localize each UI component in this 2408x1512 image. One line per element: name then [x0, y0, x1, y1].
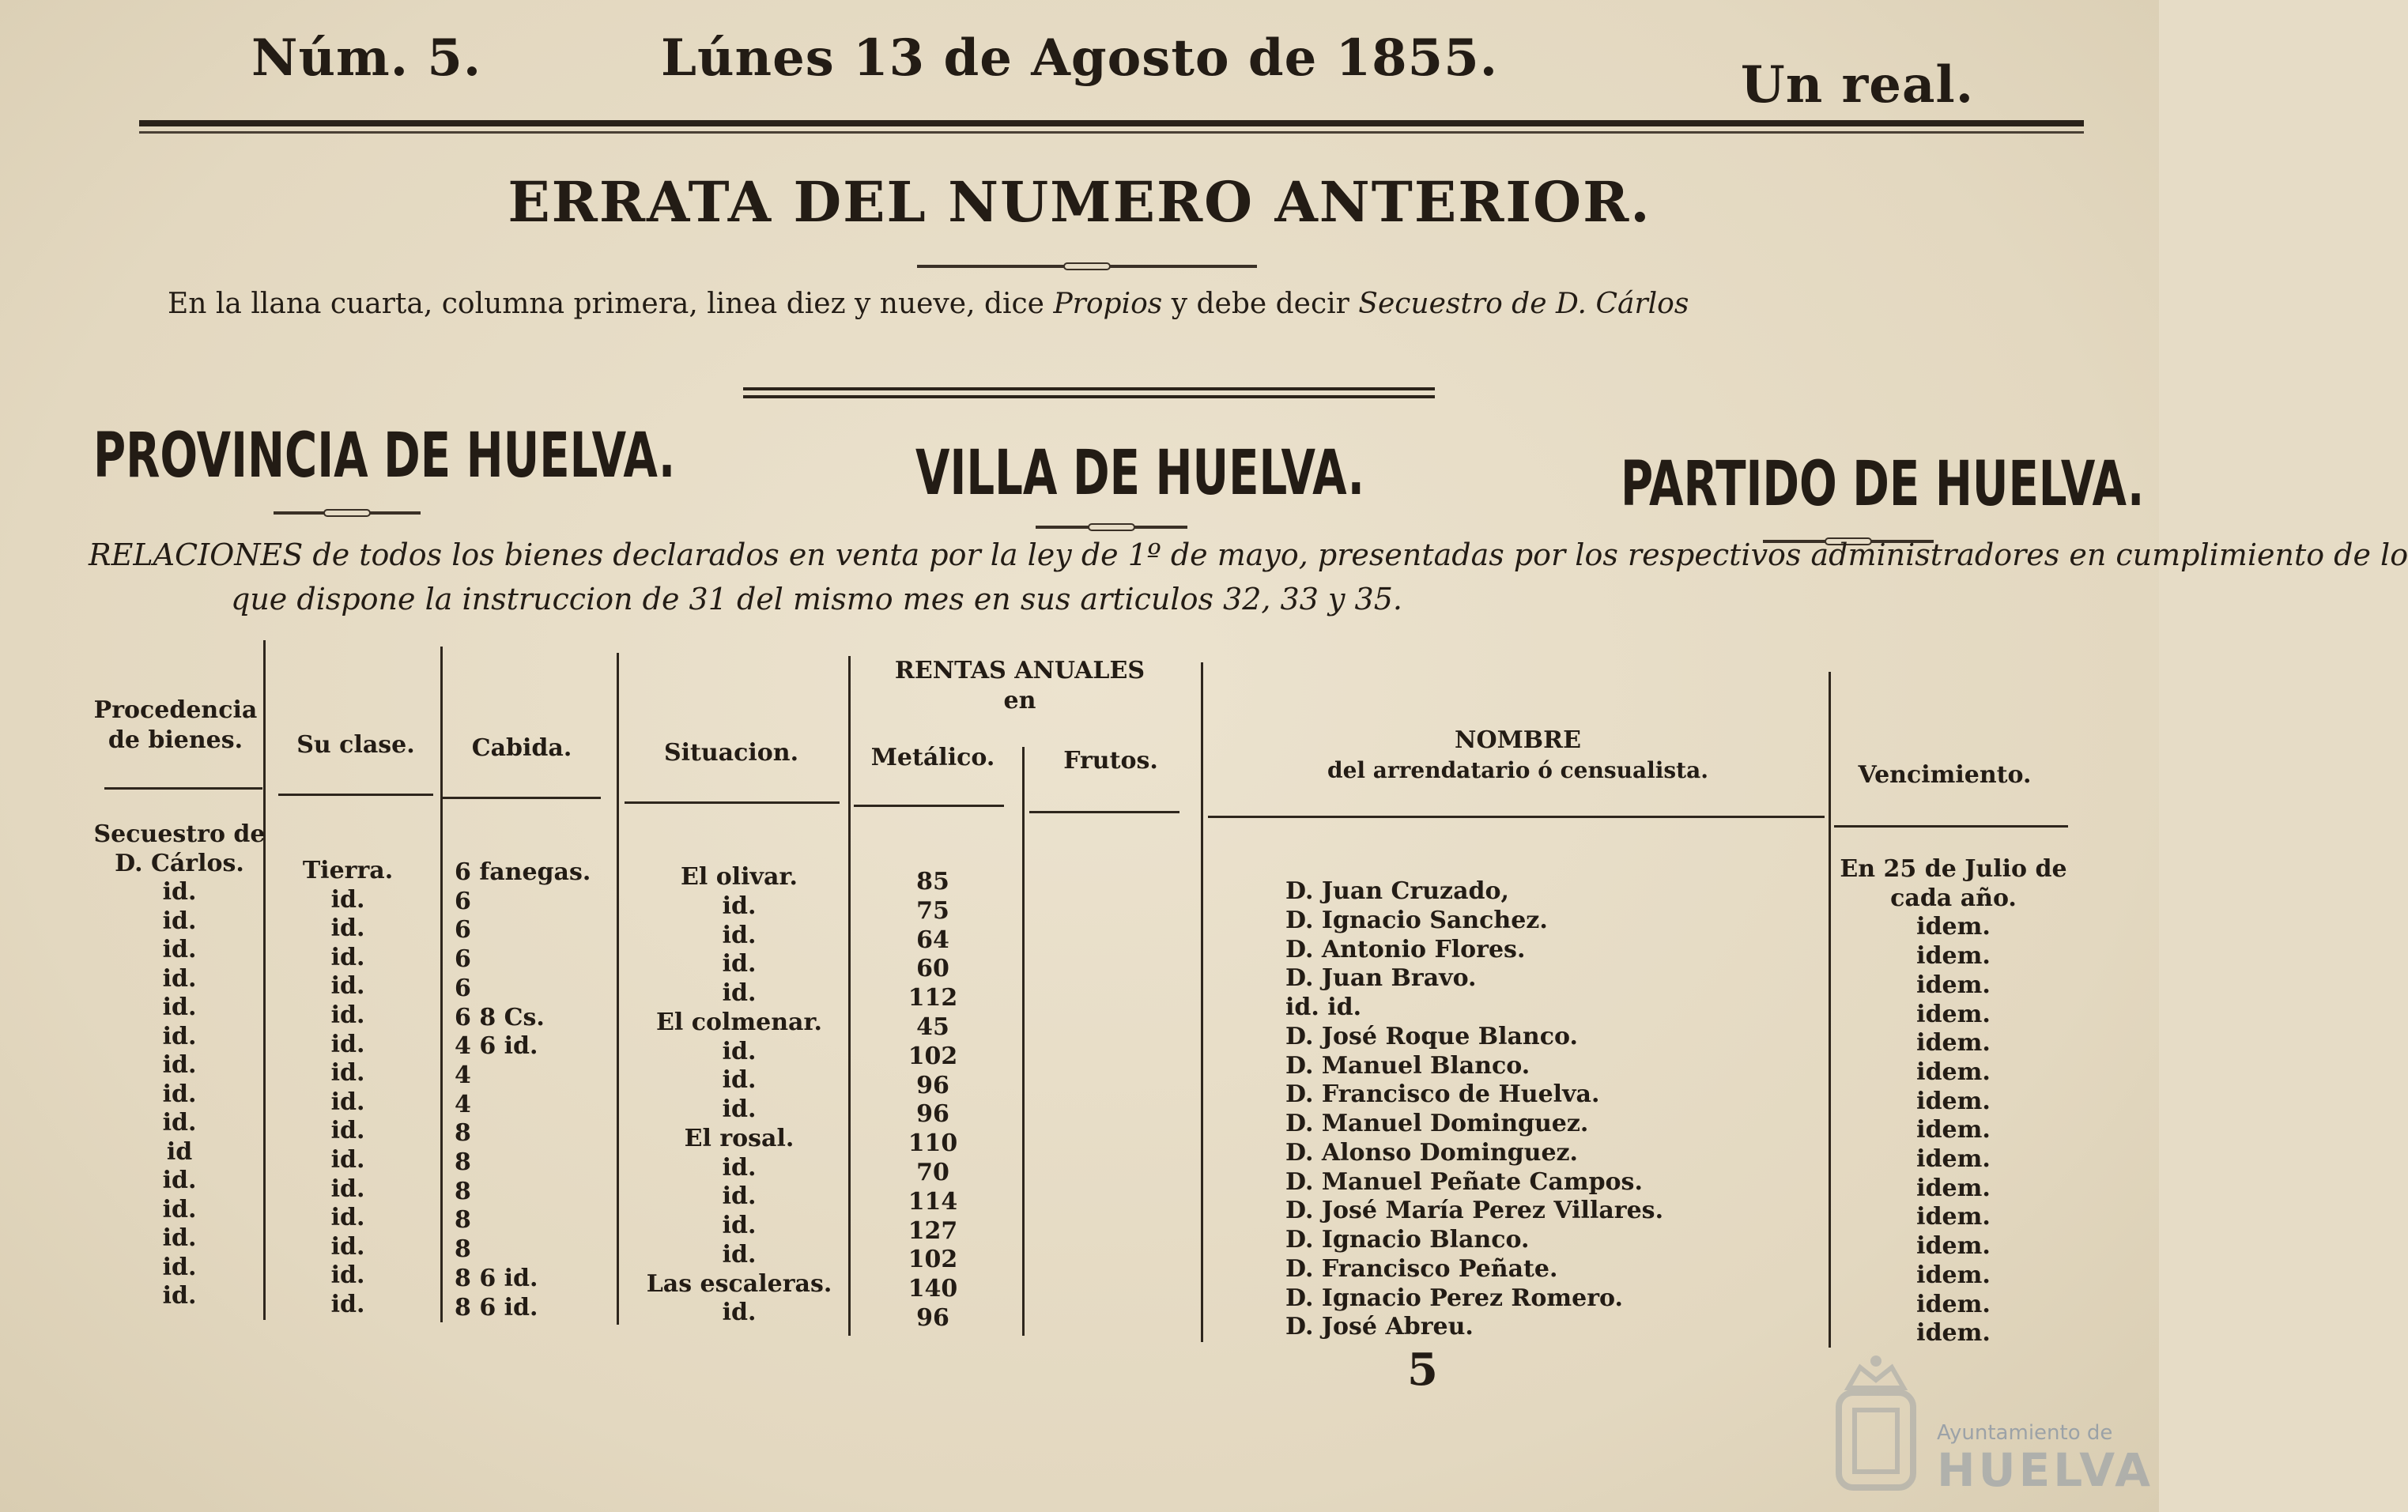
cabida-cell: 4 — [455, 1090, 471, 1118]
nombre-cell: D. Manuel Dominguez. — [1285, 1110, 1589, 1137]
cabida-cell: 4 6 id. — [455, 1032, 538, 1061]
nombre-cell: D. Ignacio Sanchez. — [1285, 906, 1548, 934]
header-underline — [278, 794, 433, 796]
heading-villa: VILLA DE HUELVA. — [915, 438, 1364, 509]
header-vencimiento: Vencimiento. — [1858, 761, 2032, 789]
vencimiento-cell: idem. — [1916, 1174, 1991, 1202]
clase-cell: id. — [330, 1088, 365, 1116]
vencimiento-cell: idem. — [1916, 1290, 1991, 1318]
clase-cell: id. — [330, 1232, 365, 1261]
procedencia-cell: id. — [162, 964, 197, 993]
situacion-cell: id. — [722, 1212, 757, 1239]
column-divider — [1022, 747, 1025, 1336]
situacion-cell: El colmenar. — [656, 1008, 822, 1036]
issue-number: Núm. 5. — [251, 28, 482, 88]
clase-cell: id. — [330, 1001, 365, 1029]
header-frutos: Frutos. — [1063, 747, 1158, 775]
issue-date: Lúnes 13 de Agosto de 1855. — [661, 28, 1498, 88]
issue-price: Un real. — [1740, 55, 1974, 115]
vencimiento-cell: idem. — [1916, 1261, 1991, 1289]
clase-cell: id. — [330, 914, 365, 943]
procedencia-cell: id. — [162, 907, 197, 935]
procedencia-cell: Secuestro de — [93, 820, 266, 848]
procedencia-cell: id. — [162, 1109, 197, 1137]
metalico-cell: 102 — [908, 1042, 958, 1070]
procedencia-cell: id — [166, 1137, 193, 1166]
nombre-cell: D. José María Perez Villares. — [1285, 1197, 1664, 1225]
ornament-provincia — [274, 509, 421, 517]
heading-partido: PARTIDO DE HUELVA. — [1621, 449, 2145, 520]
nombre-cell: D. Juan Bravo. — [1285, 964, 1477, 993]
clase-cell: id. — [330, 1291, 365, 1318]
header-cabida: Cabida. — [471, 734, 572, 762]
cabida-cell: 8 6 id. — [455, 1264, 538, 1292]
vencimiento-cell: idem. — [1916, 1232, 1991, 1261]
header-underline — [1208, 816, 1825, 818]
header-rentas-en: en — [1003, 687, 1036, 715]
header-procedencia: Procedencia de bienes. — [93, 696, 258, 754]
masthead-rule — [139, 120, 2084, 126]
header-underline — [1834, 825, 2068, 828]
errata-text-d: Secuestro de D. Cárlos — [1358, 288, 1689, 320]
column-divider — [1829, 672, 1831, 1348]
header-situacion: Situacion. — [663, 739, 799, 767]
header-rentas: RENTAS ANUALES — [894, 657, 1145, 684]
situacion-cell: id. — [722, 1299, 757, 1327]
section-divider — [743, 387, 1435, 398]
vencimiento-cell: En 25 de Julio de — [1840, 855, 2067, 883]
metalico-cell: 60 — [916, 955, 949, 983]
situacion-cell: El olivar. — [681, 863, 798, 891]
cabida-cell: 8 — [455, 1206, 471, 1235]
nombre-cell: D. Manuel Blanco. — [1285, 1051, 1530, 1080]
nombre-cell: D. Francisco de Huelva. — [1285, 1080, 1600, 1109]
nombre-cell: D. Alonso Dominguez. — [1285, 1138, 1579, 1167]
header-nombre: NOMBRE — [1455, 726, 1581, 754]
masthead-rule-thin — [139, 131, 2084, 134]
cabida-cell: 8 — [455, 1148, 471, 1176]
header-nombre-sub: del arrendatario ó censualista. — [1327, 757, 1708, 783]
metalico-cell: 64 — [916, 926, 949, 954]
metalico-cell: 45 — [916, 1013, 949, 1041]
metalico-cell: 70 — [916, 1159, 949, 1186]
nombre-cell: id. id. — [1285, 994, 1362, 1021]
cabida-cell: 8 6 id. — [455, 1293, 538, 1322]
situacion-cell: id. — [722, 921, 757, 949]
situacion-cell: id. — [722, 892, 757, 920]
cabida-cell: 6 — [455, 945, 471, 974]
procedencia-cell: id. — [162, 1253, 197, 1281]
vencimiento-cell: idem. — [1916, 1087, 1991, 1115]
metalico-cell: 110 — [908, 1129, 958, 1158]
ornament-villa — [1036, 523, 1187, 531]
heading-provincia: PROVINCIA DE HUELVA. — [93, 420, 676, 492]
nombre-cell: D. Juan Cruzado, — [1285, 877, 1509, 905]
cabida-cell: 6 fanegas. — [455, 858, 591, 886]
column-divider — [848, 656, 851, 1336]
situacion-cell: id. — [722, 1066, 757, 1095]
nombre-cell: D. José Roque Blanco. — [1285, 1022, 1578, 1050]
header-metalico: Metálico. — [870, 744, 995, 771]
metalico-cell: 75 — [916, 896, 949, 925]
cabida-cell: 4 — [455, 1061, 471, 1089]
vencimiento-cell: idem. — [1916, 1029, 1991, 1058]
clase-cell: id. — [330, 1261, 365, 1290]
vencimiento-cell: idem. — [1916, 942, 1991, 971]
intro-line-2: que dispone la instruccion de 31 del mismo mes en sus articulos 32, 33 y 35. — [231, 582, 1402, 616]
situacion-cell: id. — [722, 979, 757, 1007]
header-clase: Su clase. — [296, 731, 415, 759]
procedencia-cell: id. — [162, 936, 197, 963]
column-divider — [1201, 662, 1203, 1342]
metalico-cell: 85 — [916, 868, 949, 896]
errata-text-c: y debe decir — [1162, 288, 1359, 320]
situacion-cell: id. — [722, 1182, 757, 1211]
vencimiento-cell: idem. — [1916, 971, 1991, 999]
page-number: 5 — [1407, 1344, 1438, 1396]
clase-cell: Tierra. — [302, 857, 394, 884]
errata-title: ERRATA DEL NUMERO ANTERIOR. — [508, 169, 1651, 235]
vencimiento-cell: idem. — [1916, 1319, 1991, 1348]
clase-cell: id. — [330, 1204, 365, 1232]
clase-cell: id. — [330, 1146, 365, 1174]
cabida-cell: 8 — [455, 1119, 471, 1148]
metalico-cell: 96 — [916, 1071, 949, 1099]
procedencia-cell: D. Cárlos. — [115, 849, 244, 877]
metalico-cell: 102 — [908, 1246, 958, 1274]
nombre-cell: D. José Abreu. — [1285, 1313, 1474, 1341]
metalico-cell: 127 — [908, 1216, 958, 1245]
procedencia-cell: id. — [162, 994, 197, 1021]
clase-cell: id. — [330, 972, 365, 1001]
nombre-cell: D. Francisco Peñate. — [1285, 1254, 1558, 1283]
clase-cell: id. — [330, 1030, 365, 1058]
vencimiento-cell: idem. — [1916, 1203, 1991, 1231]
watermark-line-2: HUELVA — [1937, 1443, 2154, 1497]
cabida-cell: 6 — [455, 916, 471, 945]
procedencia-cell: id. — [162, 1167, 197, 1194]
metalico-cell: 114 — [908, 1187, 958, 1216]
errata-text — [168, 288, 1689, 320]
clase-cell: id. — [330, 1175, 365, 1203]
metalico-cell: 96 — [916, 1100, 949, 1129]
metalico-cell: 96 — [916, 1304, 949, 1332]
cabida-cell: 8 — [455, 1235, 471, 1264]
clase-cell: id. — [330, 1059, 365, 1088]
header-underline — [1029, 811, 1179, 813]
situacion-cell: id. — [722, 950, 757, 978]
errata-text-a: En la llana cuarta, columna primera, linea diez y nueve, dice — [168, 288, 1054, 320]
procedencia-cell: id. — [162, 878, 197, 906]
errata-ornament — [917, 262, 1257, 270]
nombre-cell: D. Ignacio Blanco. — [1285, 1226, 1530, 1254]
errata-text-b: Propios — [1053, 288, 1163, 320]
header-underline — [625, 801, 840, 804]
situacion-cell: id. — [722, 1240, 757, 1269]
nombre-cell: D. Antonio Flores. — [1285, 935, 1526, 963]
situacion-cell: id. — [722, 1037, 757, 1065]
vencimiento-cell: idem. — [1916, 1058, 1991, 1086]
cabida-cell: 6 — [455, 974, 471, 1002]
column-divider — [440, 647, 443, 1322]
metalico-cell: 112 — [908, 984, 958, 1012]
nombre-cell: D. Ignacio Perez Romero. — [1285, 1284, 1623, 1312]
cabida-cell: 6 8 Cs. — [455, 1003, 545, 1031]
cabida-cell: 6 — [455, 887, 471, 915]
vencimiento-cell: idem. — [1916, 1116, 1991, 1144]
coat-of-arms-watermark — [1832, 1353, 1919, 1495]
nombre-cell: D. Manuel Peñate Campos. — [1285, 1167, 1643, 1196]
situacion-cell: id. — [722, 1153, 757, 1182]
clase-cell: id. — [330, 1117, 365, 1145]
metalico-cell: 140 — [908, 1275, 958, 1303]
situacion-cell: id. — [722, 1095, 757, 1123]
header-underline — [443, 797, 601, 799]
situacion-cell: Las escaleras. — [646, 1269, 832, 1298]
procedencia-cell: id. — [162, 1224, 197, 1252]
watermark-line-1: Ayuntamiento de — [1937, 1421, 2113, 1445]
procedencia-cell: id. — [162, 1282, 197, 1310]
vencimiento-cell: idem. — [1916, 913, 1991, 941]
vencimiento-cell: cada año. — [1890, 884, 2017, 912]
clase-cell: id. — [330, 943, 365, 971]
vencimiento-cell: idem. — [1916, 1145, 1991, 1173]
cabida-cell: 8 — [455, 1177, 471, 1205]
header-underline — [104, 787, 262, 790]
intro-line-1: RELACIONES de todos los bienes declarados en venta por la ley de 1º de mayo, presentadas por los respectivos administradores en cumplimiento de lo — [89, 537, 2408, 572]
procedencia-cell: id. — [162, 1195, 197, 1224]
clase-cell: id. — [330, 885, 365, 914]
vencimiento-cell: idem. — [1916, 1000, 1991, 1028]
procedencia-cell: id. — [162, 1080, 197, 1108]
header-underline — [854, 805, 1004, 807]
situacion-cell: El rosal. — [684, 1124, 794, 1152]
procedencia-cell: id. — [162, 1022, 197, 1050]
procedencia-cell: id. — [162, 1051, 197, 1079]
